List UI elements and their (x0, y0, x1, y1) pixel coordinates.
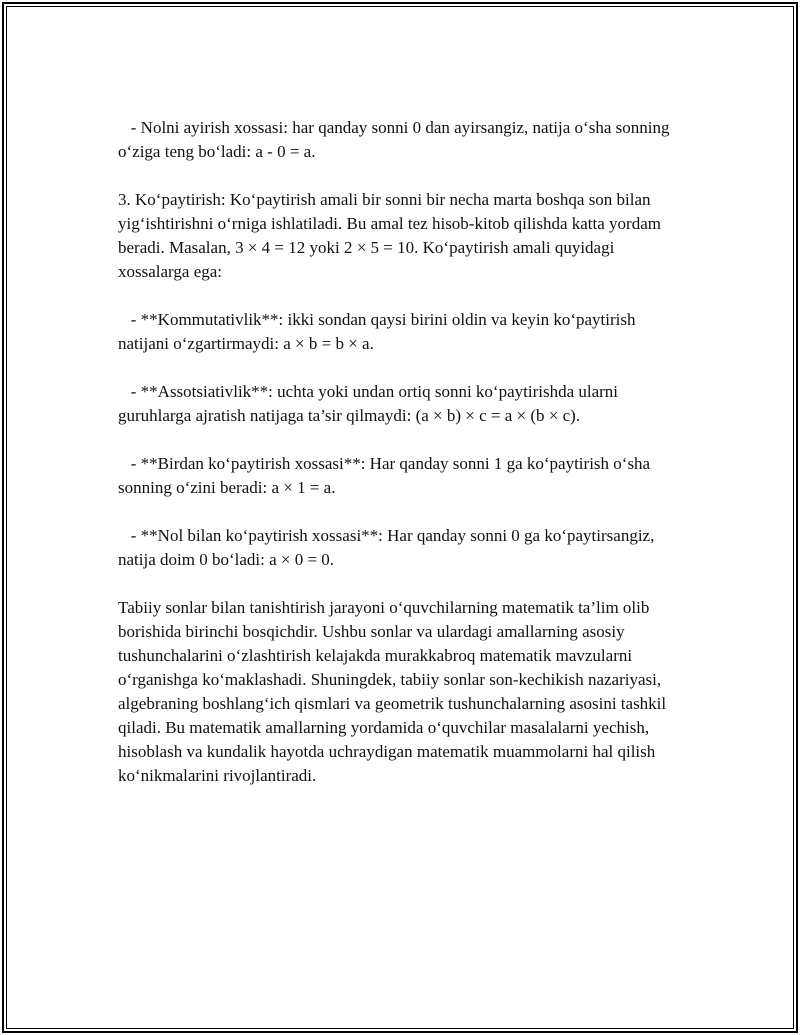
paragraph-text: - **Birdan ko‘paytirish xossasi**: Har qanday sonni 1 ga ko‘paytirish o‘sha sonning o‘zini beradi: a × 1 = a. (118, 454, 651, 497)
paragraph-text: - **Kommutativlik**: ikki sondan qaysi birini oldin va keyin ko‘paytirish natijani o‘zgartirmaydi: a × b = b × a. (118, 310, 636, 353)
paragraph-kommutativlik (118, 308, 688, 356)
document-body (118, 116, 688, 788)
paragraph-birdan-kopaytirish (118, 452, 688, 500)
paragraph-kopaytirish (118, 188, 688, 284)
paragraph-assotsiativlik (118, 380, 688, 428)
paragraph-text: Tabiiy sonlar bilan tanishtirish jarayoni o‘quvchilarning matematik ta’lim olib borishida birinchi bosqichdir. Ushbu sonlar va ulardagi amallarning asosiy tushunchalarini o‘zlashtirish kelajakda murakkabroq matematik mavzularni o‘rganishga ko‘maklashadi. Shuningdek, tabiiy sonlar son-kechikish nazariyasi, algebraning boshlang‘ich qismlari va geometrik tushunchalarning asosini tashkil qiladi. Bu matematik amallarning yordamida o‘quvchilar masalalarni yechish, hisoblash va kundalik hayotda uchraydigan matematik muammolarni hal qilish ko‘nikmalarini rivojlantiradi. (118, 598, 667, 785)
paragraph-text: - **Assotsiativlik**: uchta yoki undan ortiq sonni ko‘paytirishda ularni guruhlarga ajratish natijaga ta’sir qilmaydi: (a × b) × c = a × (b × c). (118, 382, 619, 425)
paragraph-text: - **Nol bilan ko‘paytirish xossasi**: Har qanday sonni 0 ga ko‘paytirsangiz, natija doim 0 bo‘ladi: a × 0 = 0. (118, 526, 655, 569)
paragraph-tabiiy-sonlar (118, 596, 688, 788)
paragraph-nol-kopaytirish (118, 524, 688, 572)
paragraph-text: 3. Ko‘paytirish: Ko‘paytirish amali bir sonni bir necha marta boshqa son bilan yig‘ishtirishni o‘rniga ishlatiladi. Bu amal tez hisob-kitob qilishda katta yordam beradi. Masalan, 3 × 4 = 12 yoki 2 × 5 = 10. Ko‘paytirish amali quyidagi xossalarga ega: (118, 190, 661, 281)
paragraph-text: - Nolni ayirish xossasi: har qanday sonni 0 dan ayirsangiz, natija o‘sha sonning o‘ziga teng bo‘ladi: a - 0 = a. (118, 118, 670, 161)
paragraph-nol-ayirish (118, 116, 688, 164)
